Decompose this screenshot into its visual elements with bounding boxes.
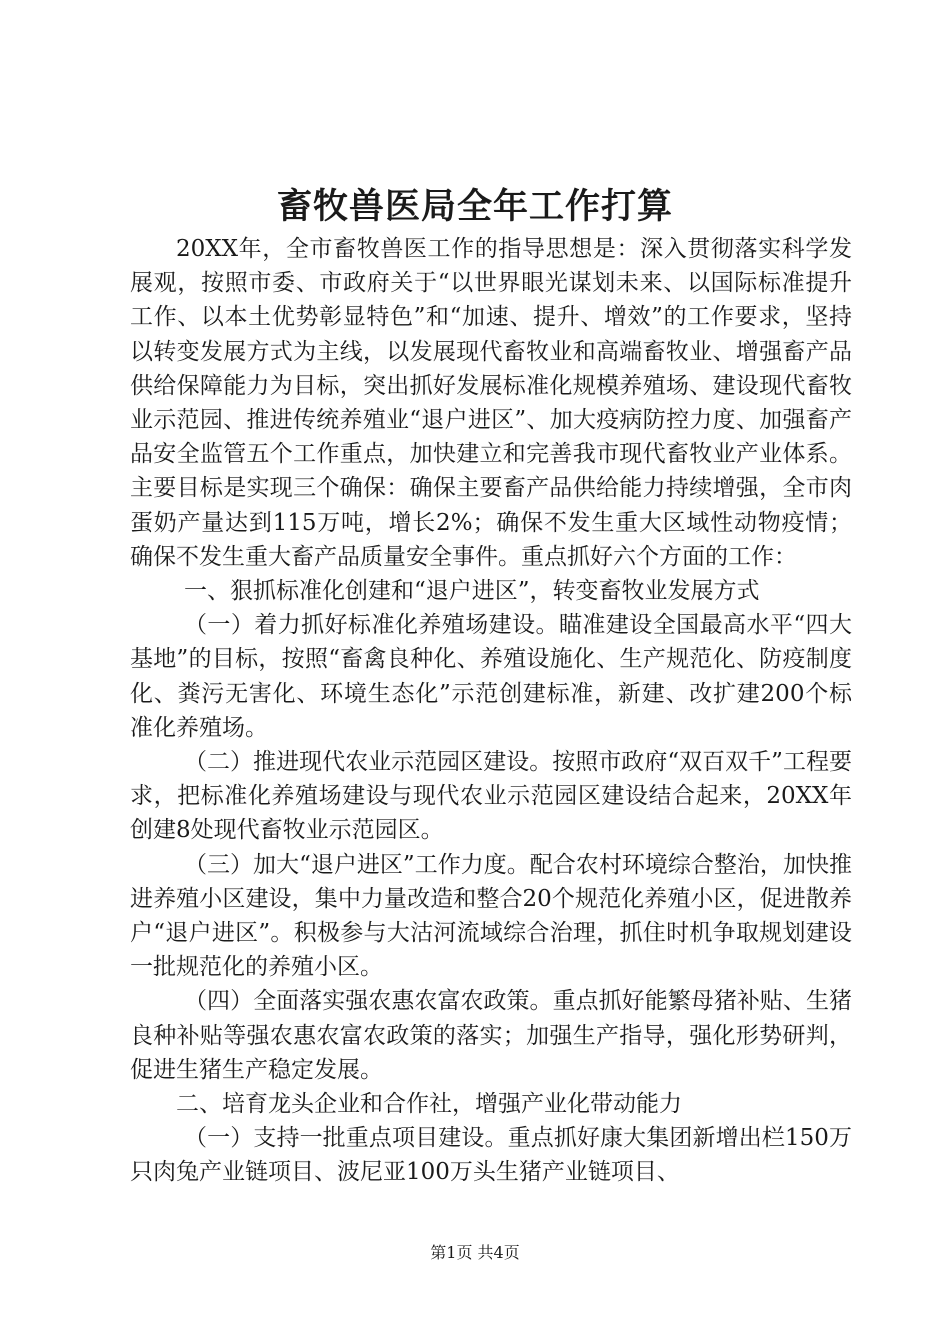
paragraph-1-1: （一）着力抓好标准化养殖场建设。瞄准建设全国最高水平“四大基地”的目标，按照“畜禽良种化、养殖设施化、生产规范化、防疫制度化、粪污无害化、环境生态化”示范创建标准，新建、改扩建200个标准化养殖场。 bbox=[130, 612, 852, 741]
page-number-footer: 第1页 共4页 bbox=[430, 1243, 520, 1262]
paragraph-1-4: （四）全面落实强农惠农富农政策。重点抓好能繁母猪补贴、生猪良种补贴等强农惠农富农政策的落实；加强生产指导，强化形势研判，促进生猪生产稳定发展。 bbox=[130, 988, 852, 1083]
document-body bbox=[130, 232, 852, 1190]
paragraph-1-2: （二）推进现代农业示范园区建设。按照市政府“双百双千”工程要求，把标准化养殖场建设与现代农业示范园区建设结合起来，20XX年创建8处现代畜牧业示范园区。 bbox=[130, 749, 852, 844]
document-title: 畜牧兽医局全年工作打算 bbox=[276, 186, 673, 227]
paragraph-1-3: （三）加大“退户进区”工作力度。配合农村环境综合整治，加快推进养殖小区建设，集中力量改造和整合20个规范化养殖小区，促进散养户“退户进区”。积极参与大沽河流域综合治理，抓住时机争取规划建设一批规范化的养殖小区。 bbox=[130, 851, 852, 981]
section-heading-1: 一、狠抓标准化创建和“退户进区”，转变畜牧业发展方式 bbox=[184, 578, 760, 605]
paragraph-2-1: （一）支持一批重点项目建设。重点抓好康大集团新增出栏150万只肉兔产业链项目、波尼亚100万头生猪产业链项目、 bbox=[130, 1125, 852, 1186]
paragraph-guiding-ideology: 20XX年，全市畜牧兽医工作的指导思想是：深入贯彻落实科学发展观，按照市委、市政府关于“以世界眼光谋划未来、以国际标准提升工作、以本土优势彰显特色”和“加速、提升、增效”的工作要求，坚持以转变发展方式为主线，以发展现代畜牧业和高端畜牧业、增强畜产品供给保障能力为目标，突出抓好发展标准化规模养殖场、建设现代畜牧业示范园、推进传统养殖业“退户进区”、加大疫病防控力度、加强畜产品安全监管五个工作重点，加快建立和完善我市现代畜牧业产业体系。主要目标是实现三个确保：确保主要畜产品供给能力持续增强，全市肉蛋奶产量达到115万吨，增长2%；确保不发生重大区域性动物疫情；确保不发生重大畜产品质量安全事件。重点抓好六个方面的工作： bbox=[130, 236, 852, 570]
section-heading-2: 二、培育龙头企业和合作社，增强产业化带动能力 bbox=[176, 1091, 682, 1118]
